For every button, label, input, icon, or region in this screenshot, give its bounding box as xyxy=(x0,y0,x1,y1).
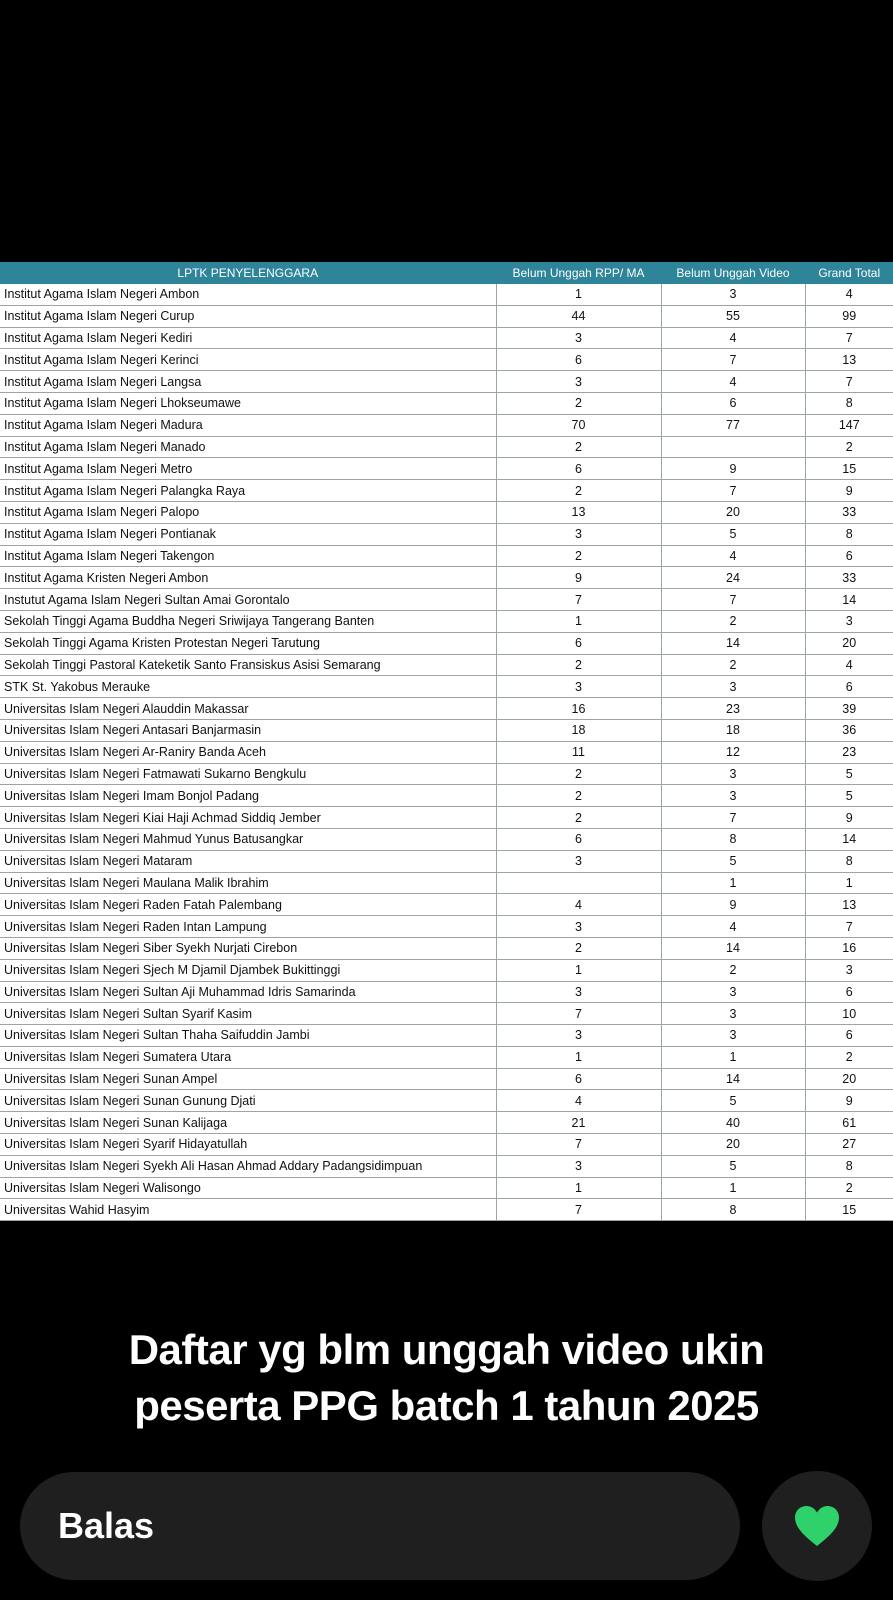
cell-lptk-name: Universitas Islam Negeri Imam Bonjol Padang xyxy=(0,785,496,807)
cell-video-count: 2 xyxy=(661,610,805,632)
cell-grand-total: 6 xyxy=(805,545,893,567)
cell-rpp-count: 3 xyxy=(496,916,661,938)
cell-rpp-count: 16 xyxy=(496,698,661,720)
cell-video-count: 12 xyxy=(661,741,805,763)
cell-video-count: 4 xyxy=(661,916,805,938)
cell-rpp-count: 70 xyxy=(496,414,661,436)
cell-rpp-count: 2 xyxy=(496,436,661,458)
cell-lptk-name: Institut Agama Islam Negeri Pontianak xyxy=(0,523,496,545)
cell-lptk-name: Universitas Islam Negeri Walisongo xyxy=(0,1177,496,1199)
cell-lptk-name: Universitas Islam Negeri Raden Intan Lampung xyxy=(0,916,496,938)
cell-grand-total: 4 xyxy=(805,654,893,676)
cell-grand-total: 6 xyxy=(805,981,893,1003)
cell-rpp-count: 6 xyxy=(496,349,661,371)
cell-video-count: 5 xyxy=(661,850,805,872)
cell-lptk-name: Instutut Agama Islam Negeri Sultan Amai Gorontalo xyxy=(0,589,496,611)
cell-rpp-count: 3 xyxy=(496,1155,661,1177)
cell-video-count: 23 xyxy=(661,698,805,720)
cell-rpp-count: 2 xyxy=(496,545,661,567)
column-header-total: Grand Total xyxy=(805,262,893,284)
cell-grand-total: 14 xyxy=(805,828,893,850)
cell-grand-total: 13 xyxy=(805,894,893,916)
cell-grand-total: 7 xyxy=(805,371,893,393)
cell-grand-total: 147 xyxy=(805,414,893,436)
cell-grand-total: 16 xyxy=(805,937,893,959)
table-row xyxy=(0,785,893,807)
cell-grand-total: 1 xyxy=(805,872,893,894)
cell-video-count: 3 xyxy=(661,676,805,698)
cell-lptk-name: Universitas Islam Negeri Mahmud Yunus Batusangkar xyxy=(0,828,496,850)
cell-grand-total: 20 xyxy=(805,1068,893,1090)
cell-video-count: 9 xyxy=(661,458,805,480)
table-row xyxy=(0,916,893,938)
cell-lptk-name: Institut Agama Kristen Negeri Ambon xyxy=(0,567,496,589)
cell-video-count: 20 xyxy=(661,1134,805,1156)
cell-video-count: 3 xyxy=(661,981,805,1003)
table-row xyxy=(0,981,893,1003)
cell-grand-total: 7 xyxy=(805,327,893,349)
cell-lptk-name: Sekolah Tinggi Agama Kristen Protestan Negeri Tarutung xyxy=(0,632,496,654)
cell-lptk-name: Institut Agama Islam Negeri Manado xyxy=(0,436,496,458)
cell-lptk-name: Institut Agama Islam Negeri Ambon xyxy=(0,284,496,305)
cell-grand-total: 99 xyxy=(805,305,893,327)
cell-grand-total: 5 xyxy=(805,785,893,807)
cell-grand-total: 7 xyxy=(805,916,893,938)
cell-grand-total: 8 xyxy=(805,1155,893,1177)
cell-video-count: 5 xyxy=(661,1090,805,1112)
table-row xyxy=(0,1046,893,1068)
cell-rpp-count: 9 xyxy=(496,567,661,589)
table-row xyxy=(0,567,893,589)
table-row xyxy=(0,610,893,632)
cell-video-count: 2 xyxy=(661,654,805,676)
table-row xyxy=(0,1112,893,1134)
cell-video-count: 55 xyxy=(661,305,805,327)
table-row xyxy=(0,959,893,981)
cell-rpp-count: 1 xyxy=(496,284,661,305)
cell-rpp-count: 4 xyxy=(496,894,661,916)
cell-rpp-count: 7 xyxy=(496,1003,661,1025)
table-row xyxy=(0,894,893,916)
cell-grand-total: 13 xyxy=(805,349,893,371)
cell-video-count: 7 xyxy=(661,349,805,371)
cell-rpp-count: 6 xyxy=(496,458,661,480)
cell-video-count: 8 xyxy=(661,828,805,850)
cell-lptk-name: Universitas Islam Negeri Kiai Haji Achmad Siddiq Jember xyxy=(0,807,496,829)
cell-rpp-count: 18 xyxy=(496,719,661,741)
cell-video-count: 3 xyxy=(661,284,805,305)
cell-video-count: 8 xyxy=(661,1199,805,1221)
cell-video-count: 1 xyxy=(661,1177,805,1199)
table-row xyxy=(0,741,893,763)
heart-icon xyxy=(793,1504,841,1548)
cell-rpp-count: 3 xyxy=(496,676,661,698)
cell-lptk-name: Universitas Islam Negeri Sultan Syarif Kasim xyxy=(0,1003,496,1025)
table-row xyxy=(0,523,893,545)
cell-rpp-count: 7 xyxy=(496,589,661,611)
table-row xyxy=(0,436,893,458)
data-table xyxy=(0,262,893,1221)
cell-rpp-count: 6 xyxy=(496,632,661,654)
table-row xyxy=(0,589,893,611)
cell-rpp-count: 4 xyxy=(496,1090,661,1112)
cell-video-count: 14 xyxy=(661,632,805,654)
cell-video-count: 7 xyxy=(661,589,805,611)
cell-grand-total: 8 xyxy=(805,850,893,872)
table-row xyxy=(0,719,893,741)
cell-video-count: 1 xyxy=(661,872,805,894)
cell-video-count: 6 xyxy=(661,392,805,414)
table-row xyxy=(0,632,893,654)
cell-lptk-name: Institut Agama Islam Negeri Palopo xyxy=(0,501,496,523)
cell-rpp-count: 2 xyxy=(496,785,661,807)
table-row xyxy=(0,371,893,393)
cell-lptk-name: Universitas Islam Negeri Syekh Ali Hasan Ahmad Addary Padangsidimpuan xyxy=(0,1155,496,1177)
cell-rpp-count: 1 xyxy=(496,1046,661,1068)
cell-lptk-name: Universitas Islam Negeri Ar-Raniry Banda Aceh xyxy=(0,741,496,763)
cell-video-count: 2 xyxy=(661,959,805,981)
column-header-video: Belum Unggah Video xyxy=(661,262,805,284)
cell-rpp-count: 3 xyxy=(496,327,661,349)
cell-grand-total: 8 xyxy=(805,392,893,414)
cell-lptk-name: Universitas Islam Negeri Syarif Hidayatullah xyxy=(0,1134,496,1156)
table-row xyxy=(0,1199,893,1221)
cell-rpp-count: 1 xyxy=(496,610,661,632)
table-row xyxy=(0,1155,893,1177)
table-row xyxy=(0,676,893,698)
cell-video-count: 4 xyxy=(661,371,805,393)
cell-rpp-count: 21 xyxy=(496,1112,661,1134)
table-row xyxy=(0,305,893,327)
table-row xyxy=(0,284,893,305)
cell-video-count: 3 xyxy=(661,763,805,785)
cell-video-count: 3 xyxy=(661,785,805,807)
table-row xyxy=(0,414,893,436)
cell-video-count: 24 xyxy=(661,567,805,589)
cell-grand-total: 2 xyxy=(805,1046,893,1068)
cell-grand-total: 14 xyxy=(805,589,893,611)
table-row xyxy=(0,1025,893,1047)
cell-lptk-name: Universitas Islam Negeri Antasari Banjarmasin xyxy=(0,719,496,741)
table-row xyxy=(0,545,893,567)
table-body xyxy=(0,284,893,1221)
cell-lptk-name: Institut Agama Islam Negeri Madura xyxy=(0,414,496,436)
table-row xyxy=(0,763,893,785)
table-row xyxy=(0,501,893,523)
table-row xyxy=(0,937,893,959)
cell-lptk-name: Universitas Islam Negeri Maulana Malik Ibrahim xyxy=(0,872,496,894)
table-row xyxy=(0,327,893,349)
cell-lptk-name: Institut Agama Islam Negeri Lhokseumawe xyxy=(0,392,496,414)
cell-rpp-count: 13 xyxy=(496,501,661,523)
column-header-rpp: Belum Unggah RPP/ MA xyxy=(496,262,661,284)
cell-lptk-name: Universitas Islam Negeri Mataram xyxy=(0,850,496,872)
table-row xyxy=(0,1003,893,1025)
cell-lptk-name: Sekolah Tinggi Pastoral Kateketik Santo Fransiskus Asisi Semarang xyxy=(0,654,496,676)
cell-video-count: 14 xyxy=(661,1068,805,1090)
cell-grand-total: 2 xyxy=(805,436,893,458)
table-row xyxy=(0,828,893,850)
cell-grand-total: 3 xyxy=(805,959,893,981)
cell-lptk-name: STK St. Yakobus Merauke xyxy=(0,676,496,698)
cell-lptk-name: Universitas Islam Negeri Raden Fatah Palembang xyxy=(0,894,496,916)
cell-rpp-count xyxy=(496,872,661,894)
cell-video-count: 4 xyxy=(661,327,805,349)
cell-rpp-count: 3 xyxy=(496,850,661,872)
cell-rpp-count: 11 xyxy=(496,741,661,763)
cell-video-count: 14 xyxy=(661,937,805,959)
table-row xyxy=(0,458,893,480)
cell-lptk-name: Universitas Islam Negeri Sunan Gunung Djati xyxy=(0,1090,496,1112)
cell-rpp-count: 6 xyxy=(496,828,661,850)
cell-lptk-name: Institut Agama Islam Negeri Kediri xyxy=(0,327,496,349)
cell-grand-total: 15 xyxy=(805,1199,893,1221)
cell-rpp-count: 3 xyxy=(496,371,661,393)
cell-rpp-count: 3 xyxy=(496,1025,661,1047)
cell-lptk-name: Universitas Islam Negeri Fatmawati Sukarno Bengkulu xyxy=(0,763,496,785)
cell-video-count: 1 xyxy=(661,1046,805,1068)
cell-lptk-name: Institut Agama Islam Negeri Palangka Raya xyxy=(0,480,496,502)
cell-grand-total: 8 xyxy=(805,523,893,545)
caption-line-2: peserta PPG batch 1 tahun 2025 xyxy=(134,1382,759,1429)
table-row xyxy=(0,1134,893,1156)
cell-grand-total: 6 xyxy=(805,676,893,698)
cell-lptk-name: Universitas Islam Negeri Alauddin Makassar xyxy=(0,698,496,720)
cell-grand-total: 3 xyxy=(805,610,893,632)
cell-lptk-name: Institut Agama Islam Negeri Kerinci xyxy=(0,349,496,371)
cell-video-count: 5 xyxy=(661,1155,805,1177)
cell-rpp-count: 6 xyxy=(496,1068,661,1090)
cell-rpp-count: 1 xyxy=(496,959,661,981)
table-image xyxy=(0,262,893,1221)
column-header-lptk: LPTK PENYELENGGARA xyxy=(0,262,496,284)
table-row xyxy=(0,872,893,894)
cell-rpp-count: 2 xyxy=(496,807,661,829)
cell-video-count: 9 xyxy=(661,894,805,916)
cell-lptk-name: Universitas Wahid Hasyim xyxy=(0,1199,496,1221)
cell-lptk-name: Universitas Islam Negeri Sunan Ampel xyxy=(0,1068,496,1090)
cell-grand-total: 33 xyxy=(805,501,893,523)
caption-line-1: Daftar yg blm unggah video ukin xyxy=(128,1326,765,1373)
cell-lptk-name: Universitas Islam Negeri Sumatera Utara xyxy=(0,1046,496,1068)
cell-rpp-count: 3 xyxy=(496,523,661,545)
cell-grand-total: 27 xyxy=(805,1134,893,1156)
cell-video-count: 3 xyxy=(661,1003,805,1025)
cell-grand-total: 9 xyxy=(805,480,893,502)
table-row xyxy=(0,1090,893,1112)
cell-rpp-count: 44 xyxy=(496,305,661,327)
cell-grand-total: 4 xyxy=(805,284,893,305)
cell-lptk-name: Universitas Islam Negeri Sunan Kalijaga xyxy=(0,1112,496,1134)
cell-lptk-name: Institut Agama Islam Negeri Metro xyxy=(0,458,496,480)
cell-grand-total: 61 xyxy=(805,1112,893,1134)
cell-video-count: 40 xyxy=(661,1112,805,1134)
cell-rpp-count: 2 xyxy=(496,654,661,676)
cell-grand-total: 33 xyxy=(805,567,893,589)
cell-grand-total: 5 xyxy=(805,763,893,785)
cell-grand-total: 36 xyxy=(805,719,893,741)
cell-grand-total: 15 xyxy=(805,458,893,480)
table-row xyxy=(0,1177,893,1199)
cell-grand-total: 10 xyxy=(805,1003,893,1025)
table-row xyxy=(0,654,893,676)
cell-video-count: 20 xyxy=(661,501,805,523)
table-header-row xyxy=(0,262,893,284)
cell-grand-total: 2 xyxy=(805,1177,893,1199)
cell-lptk-name: Universitas Islam Negeri Sultan Thaha Saifuddin Jambi xyxy=(0,1025,496,1047)
cell-rpp-count: 2 xyxy=(496,937,661,959)
cell-rpp-count: 2 xyxy=(496,763,661,785)
cell-rpp-count: 2 xyxy=(496,480,661,502)
cell-lptk-name: Sekolah Tinggi Agama Buddha Negeri Sriwijaya Tangerang Banten xyxy=(0,610,496,632)
cell-lptk-name: Institut Agama Islam Negeri Takengon xyxy=(0,545,496,567)
cell-lptk-name: Universitas Islam Negeri Sjech M Djamil Djambek Bukittinggi xyxy=(0,959,496,981)
cell-grand-total: 23 xyxy=(805,741,893,763)
table-row xyxy=(0,392,893,414)
cell-rpp-count: 2 xyxy=(496,392,661,414)
cell-rpp-count: 7 xyxy=(496,1199,661,1221)
cell-video-count: 7 xyxy=(661,807,805,829)
table-row xyxy=(0,480,893,502)
cell-video-count: 3 xyxy=(661,1025,805,1047)
cell-grand-total: 9 xyxy=(805,1090,893,1112)
like-button[interactable] xyxy=(762,1471,872,1581)
cell-rpp-count: 7 xyxy=(496,1134,661,1156)
table-row xyxy=(0,1068,893,1090)
reply-label: Balas xyxy=(58,1505,155,1546)
cell-lptk-name: Institut Agama Islam Negeri Langsa xyxy=(0,371,496,393)
cell-video-count: 5 xyxy=(661,523,805,545)
cell-grand-total: 20 xyxy=(805,632,893,654)
cell-rpp-count: 1 xyxy=(496,1177,661,1199)
table-row xyxy=(0,349,893,371)
cell-video-count: 7 xyxy=(661,480,805,502)
table-row xyxy=(0,807,893,829)
cell-video-count: 4 xyxy=(661,545,805,567)
status-caption xyxy=(0,1322,893,1434)
cell-lptk-name: Universitas Islam Negeri Siber Syekh Nurjati Cirebon xyxy=(0,937,496,959)
reply-input[interactable] xyxy=(20,1472,740,1580)
cell-grand-total: 6 xyxy=(805,1025,893,1047)
cell-video-count: 77 xyxy=(661,414,805,436)
cell-rpp-count: 3 xyxy=(496,981,661,1003)
cell-grand-total: 39 xyxy=(805,698,893,720)
cell-video-count xyxy=(661,436,805,458)
cell-video-count: 18 xyxy=(661,719,805,741)
cell-grand-total: 9 xyxy=(805,807,893,829)
table-row xyxy=(0,698,893,720)
cell-lptk-name: Institut Agama Islam Negeri Curup xyxy=(0,305,496,327)
table-row xyxy=(0,850,893,872)
cell-lptk-name: Universitas Islam Negeri Sultan Aji Muhammad Idris Samarinda xyxy=(0,981,496,1003)
